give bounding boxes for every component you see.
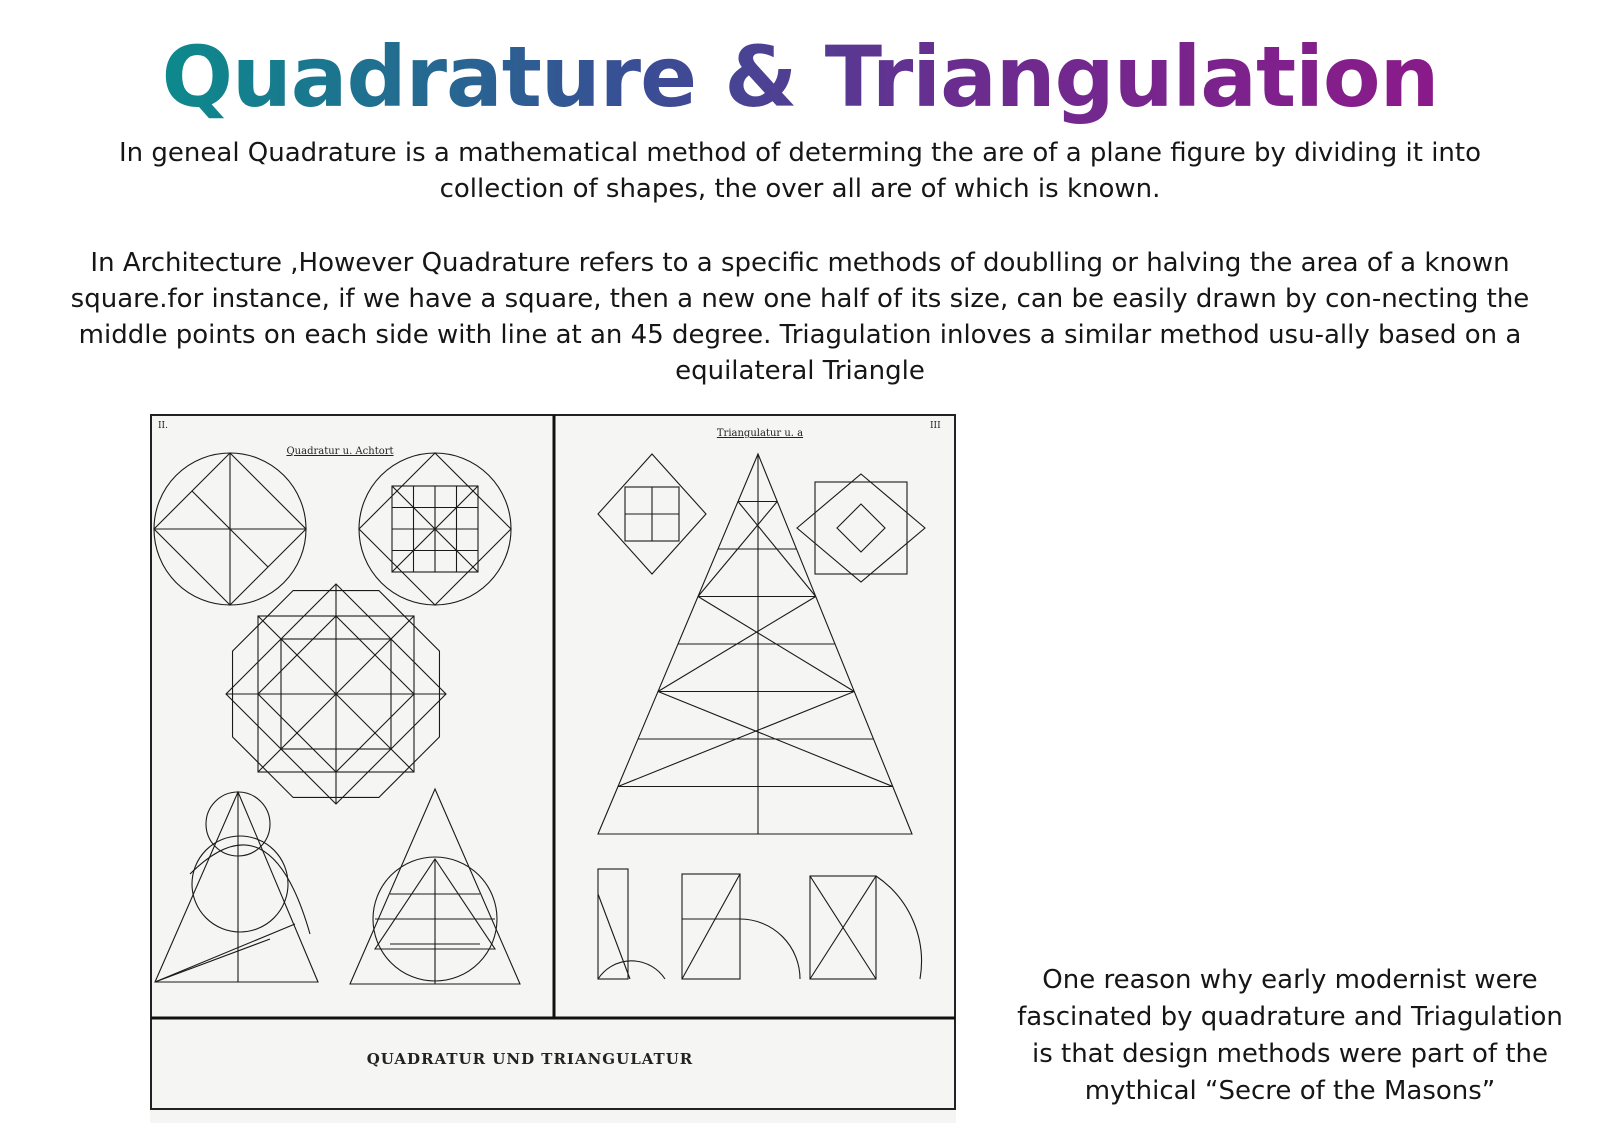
left-page-number: II. (158, 421, 168, 431)
tri-fig-arc (876, 876, 922, 979)
quadratur-heading: Quadratur u. Achtort (286, 446, 394, 457)
page-title: Quadrature & Triangulation (161, 28, 1439, 126)
right-page-number: III (930, 421, 941, 431)
fig3-circle (192, 836, 288, 932)
intro-paragraph: In geneal Quadrature is a mathematical method of determing the are of a plane figure by dividing it into collection of shapes, the over all are of which is known. (119, 138, 1481, 204)
plate-line (682, 874, 740, 979)
tri-fig-arc (598, 961, 665, 979)
side-note-line: mythical “Secre of the Masons” (1084, 1076, 1496, 1106)
plate-drawing (150, 414, 956, 1123)
side-note-line: is that design methods were part of the (1031, 1039, 1549, 1069)
tri-fig3-inner-diamond (837, 504, 885, 552)
side-note (1000, 962, 1580, 1110)
side-note-line: fascinated by quadrature and Triagulation (1017, 1002, 1563, 1032)
triangulatur-heading: Triangulatur u. a (716, 428, 804, 439)
tri-fig-arc (740, 919, 800, 979)
fig3-triangle (155, 792, 318, 982)
side-note-line: One reason why early modernist were (1042, 965, 1538, 995)
historical-plate-figure (150, 414, 956, 1123)
plate-caption: QUADRATUR UND TRIANGULATUR (366, 1050, 694, 1068)
tri-fig3-frame (815, 482, 907, 574)
tri-fig3-diamond (797, 474, 925, 582)
architecture-paragraph: In Architecture ,However Quadrature refers to a specific methods of doublling or halving the area of a known square.for instance, if we have a square, then a new one half of its size, can be easily drawn by con-necting the middle points on each side with line at an 45 degree. Triagulation inloves a similar method usu-ally based on a equilateral Triangle (70, 248, 1530, 386)
plate-line (155, 939, 270, 982)
plate-line (598, 894, 630, 979)
